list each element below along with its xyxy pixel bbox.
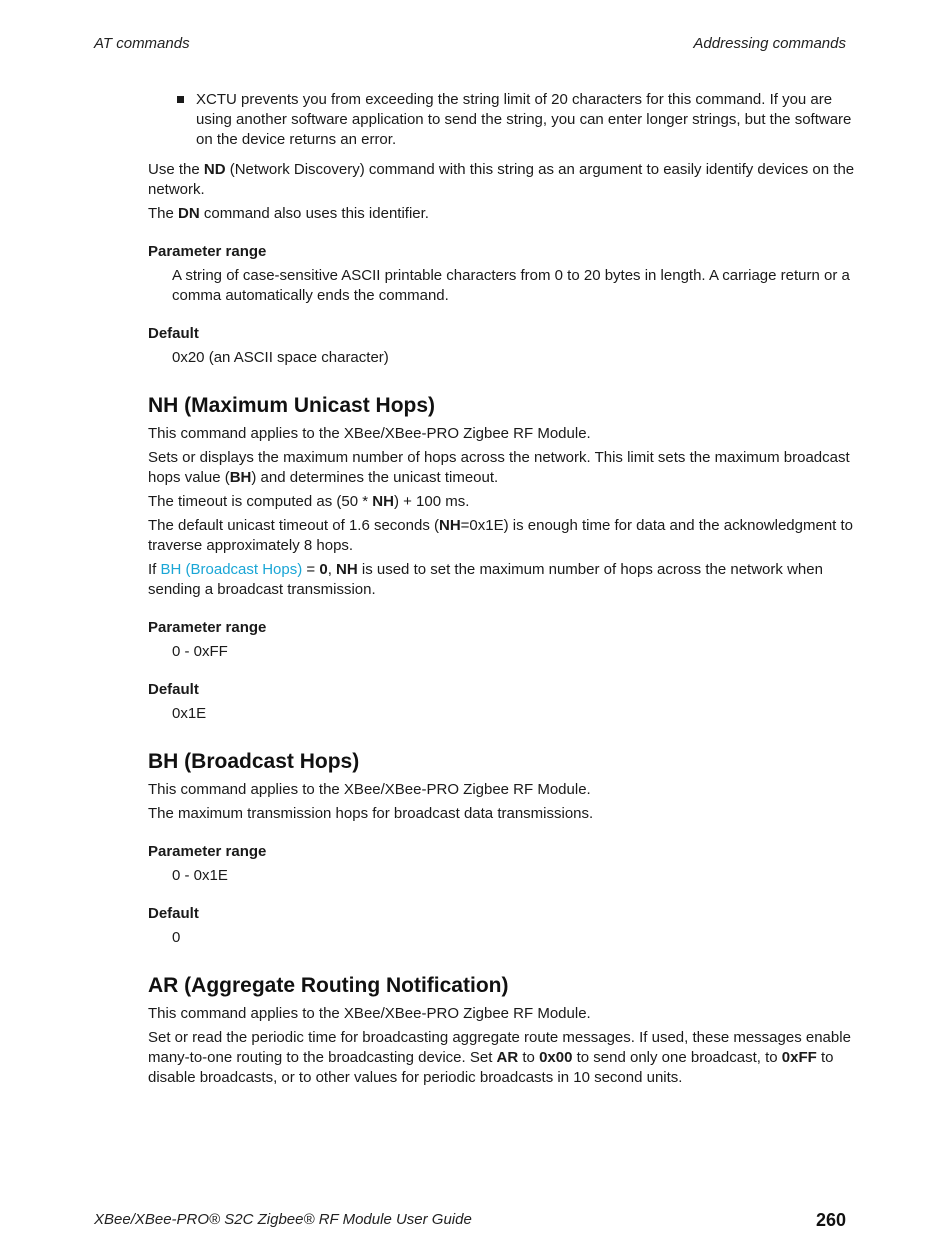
- paragraph-nh-timeout: The timeout is computed as (50 * NH) + 100 ms.: [148, 493, 470, 510]
- section-title-ar: AR (Aggregate Routing Notification): [148, 974, 509, 997]
- bullet-text: XCTU prevents you from exceeding the string limit of 20 characters for this command. If you are using another software application to send the string, you can enter longer strings, but the software on the device returns an error.: [196, 91, 852, 148]
- default-label: Default: [148, 905, 199, 922]
- bullet-square-icon: [177, 96, 184, 103]
- default-label: Default: [148, 681, 199, 698]
- default-label: Default: [148, 325, 199, 342]
- paragraph-nh-default: The default unicast timeout of 1.6 seconds (NH=0x1E) is enough time for data and the acknowledgment to traverse approximately 8 hops.: [148, 517, 854, 554]
- parameter-range-value: 0 - 0x1E: [172, 867, 228, 884]
- list-item: [148, 90, 860, 150]
- paragraph-nh-desc: Sets or displays the maximum number of hops across the network. This limit sets the maximum broadcast hops value (BH) and determines the unicast timeout.: [148, 449, 850, 486]
- paragraph-bh-desc: The maximum transmission hops for broadcast data transmissions.: [148, 805, 594, 822]
- default-value: 0: [172, 929, 181, 946]
- page-body: [148, 90, 860, 1092]
- default-value: 0x1E: [172, 705, 207, 722]
- paragraph-nh-broadcast: If BH (Broadcast Hops) = 0, NH is used to set the maximum number of hops across the network when sending a broadcast transmission.: [148, 561, 823, 598]
- parameter-range-value: A string of case-sensitive ASCII printable characters from 0 to 20 bytes in length. A carriage return or a comma automatically ends the command.: [172, 267, 850, 304]
- running-header-section: Addressing commands: [693, 35, 846, 52]
- paragraph-nd: Use the ND (Network Discovery) command with this string as an argument to easily identify devices on the network.: [148, 161, 855, 198]
- running-header-chapter: AT commands: [94, 35, 190, 52]
- default-value: 0x20 (an ASCII space character): [172, 349, 389, 366]
- footer-document-title: XBee/XBee-PRO® S2C Zigbee® RF Module User Guide: [94, 1211, 472, 1228]
- applies-note: This command applies to the XBee/XBee-PRO Zigbee RF Module.: [148, 781, 591, 798]
- parameter-range-label: Parameter range: [148, 619, 267, 636]
- applies-note: This command applies to the XBee/XBee-PRO Zigbee RF Module.: [148, 1005, 591, 1022]
- parameter-range-label: Parameter range: [148, 843, 267, 860]
- section-title-bh: BH (Broadcast Hops): [148, 750, 360, 773]
- page-number: 260: [815, 1210, 846, 1230]
- parameter-range-label: Parameter range: [148, 243, 267, 260]
- section-title-nh: NH (Maximum Unicast Hops): [148, 394, 436, 417]
- bh-broadcast-hops-link[interactable]: BH (Broadcast Hops): [160, 561, 303, 578]
- paragraph-dn: The DN command also uses this identifier.: [148, 205, 429, 222]
- applies-note: This command applies to the XBee/XBee-PRO Zigbee RF Module.: [148, 425, 591, 442]
- paragraph-ar-desc: Set or read the periodic time for broadcasting aggregate route messages. If used, these messages enable many-to-one routing to the broadcasting device. Set AR to 0x00 to send only one broadcast, to 0xFF to disable broadcasts, or to other values for periodic broadcasts in 10 second units.: [148, 1029, 851, 1086]
- parameter-range-value: 0 - 0xFF: [172, 643, 228, 660]
